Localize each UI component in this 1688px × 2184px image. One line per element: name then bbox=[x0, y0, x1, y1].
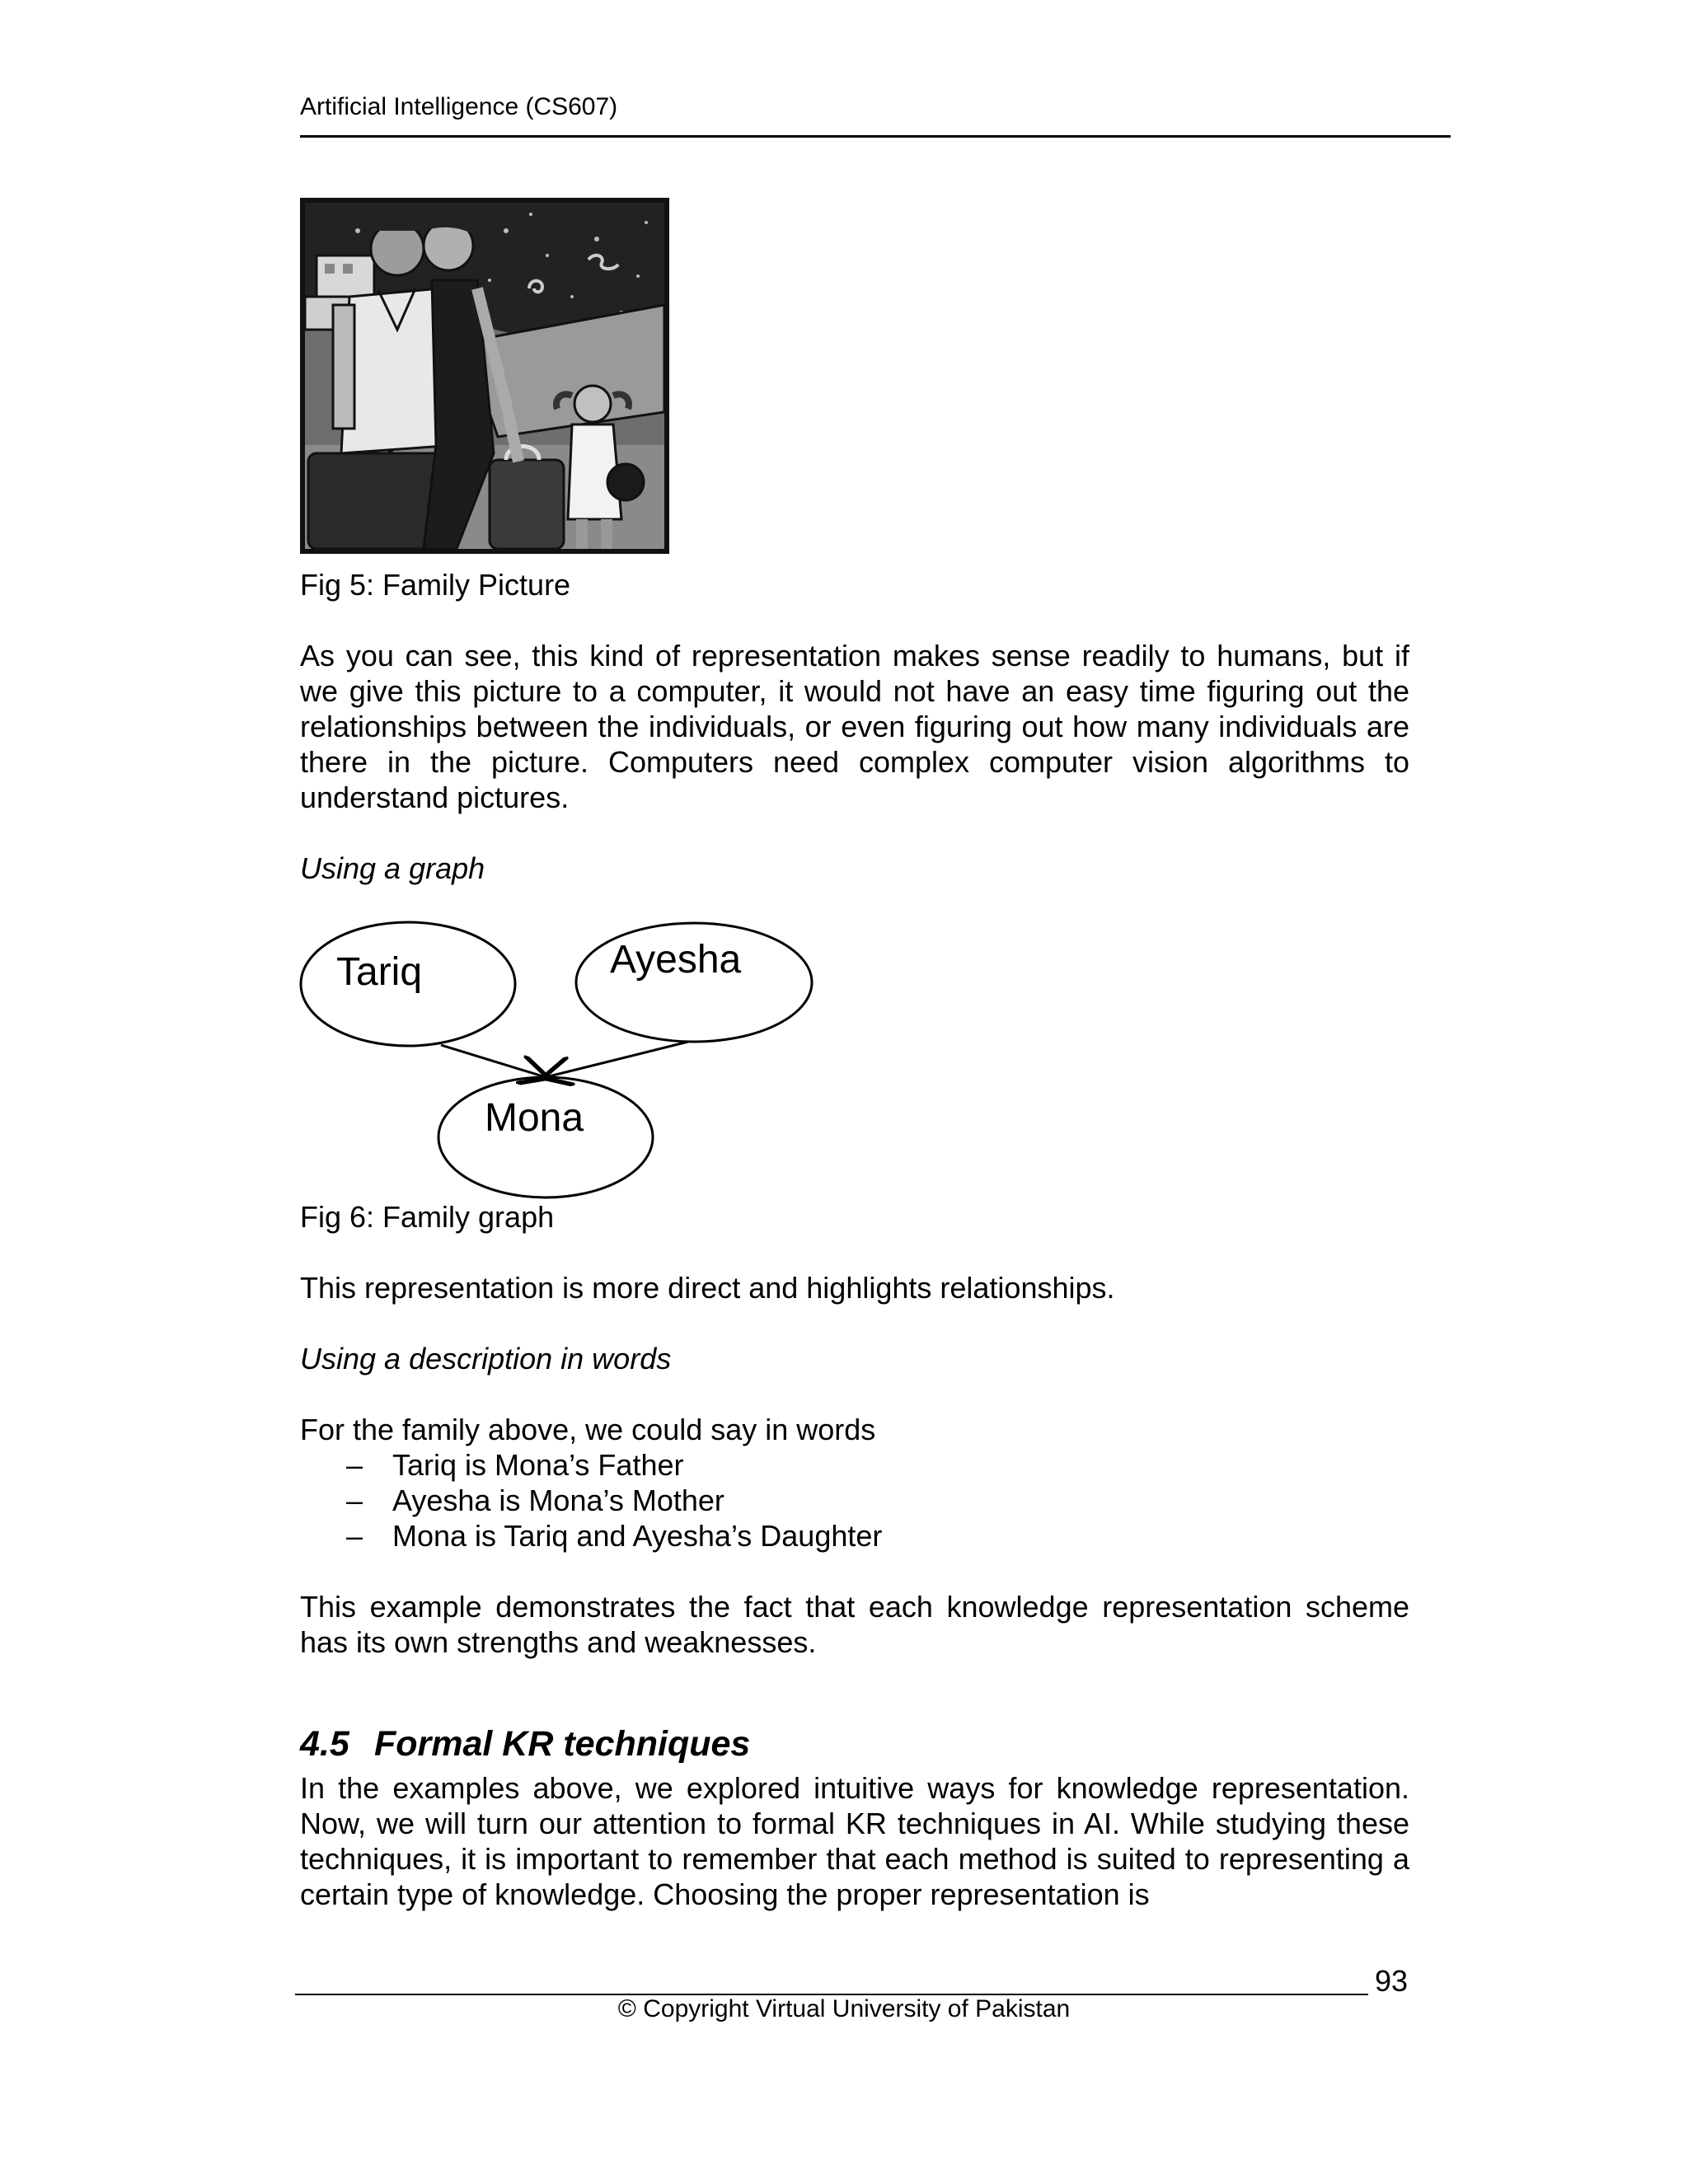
strengths-paragraph: This example demonstrates the fact that each knowledge representation scheme has its own strengths and weaknesses. bbox=[300, 1590, 1409, 1659]
words-intro-paragraph: For the family above, we could say in words bbox=[300, 1413, 876, 1446]
relationship-list bbox=[300, 1447, 882, 1554]
list-item bbox=[300, 1518, 882, 1554]
picture-paragraph: As you can see, this kind of representation makes sense readily to humans, but if we give this picture to a computer, it would not have an easy time figuring out the relationships between the individuals, or even figuring out how many individuals are there in the picture. Computers need complex computer vision algorithms to understand pictures. bbox=[300, 639, 1409, 814]
subheading-using-words: Using a description in words bbox=[300, 1342, 672, 1376]
list-item bbox=[300, 1447, 882, 1483]
header-rule bbox=[300, 135, 1451, 138]
section-number: 4.5 bbox=[300, 1724, 349, 1764]
edge-tariq-to-mona bbox=[441, 1045, 546, 1077]
list-bullet: – bbox=[346, 1519, 363, 1553]
figure-6-caption: Fig 6: Family graph bbox=[300, 1200, 555, 1234]
figure-5-caption: Fig 5: Family Picture bbox=[300, 568, 571, 602]
running-header: Artificial Intelligence (CS607) bbox=[300, 93, 618, 120]
family-graph-diagram bbox=[297, 913, 824, 1202]
family-picture-image bbox=[300, 198, 669, 554]
list-item-text: Ayesha is Mona’s Mother bbox=[392, 1483, 724, 1517]
node-ayesha-label: Ayesha bbox=[610, 938, 742, 982]
list-bullet: – bbox=[346, 1483, 363, 1517]
node-mona-label: Mona bbox=[485, 1096, 584, 1140]
list-item-text: Tariq is Mona’s Father bbox=[392, 1448, 684, 1482]
list-item-text: Mona is Tariq and Ayesha’s Daughter bbox=[392, 1519, 883, 1553]
node-tariq-label: Tariq bbox=[336, 950, 423, 994]
footer-copyright: © Copyright Virtual University of Pakistan bbox=[617, 1995, 1071, 2022]
graph-paragraph: This representation is more direct and highlights relationships. bbox=[300, 1271, 1115, 1305]
subheading-using-graph: Using a graph bbox=[300, 851, 485, 885]
edge-ayesha-to-mona bbox=[546, 1042, 688, 1077]
page-number: 93 bbox=[1375, 1964, 1409, 1998]
section-title: Formal KR techniques bbox=[374, 1724, 751, 1764]
section-heading bbox=[300, 1722, 750, 1765]
list-bullet: – bbox=[346, 1448, 363, 1482]
kr-intro-paragraph: In the examples above, we explored intuitive ways for knowledge representation. Now, we will turn our attention to formal KR techniques in AI. While studying these techniques, it is important to remember that each method is suited to representing a certain type of knowledge. Choosing the proper representation is bbox=[300, 1771, 1409, 1911]
list-item bbox=[300, 1483, 882, 1518]
